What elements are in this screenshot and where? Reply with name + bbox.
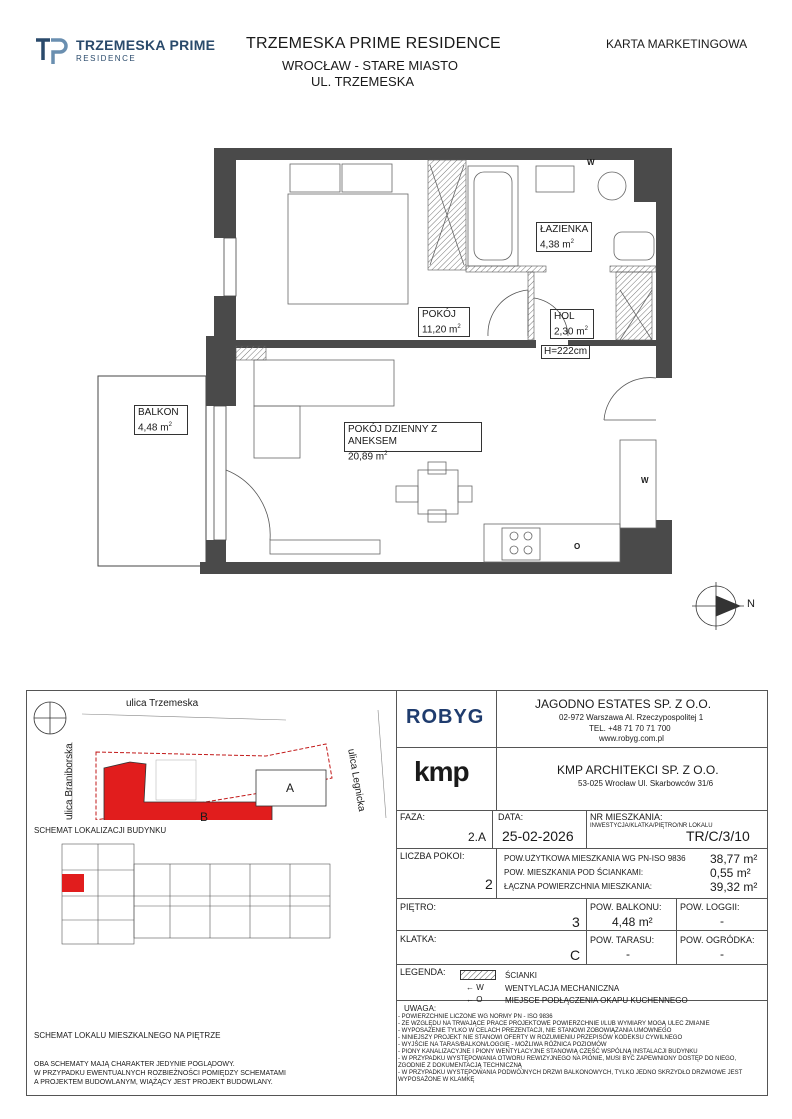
room-name: BALKON (138, 407, 179, 418)
room-area: 20,89 m (348, 451, 385, 463)
building-b-label: B (200, 810, 209, 824)
street-top: ulica Trzemeska (126, 698, 199, 709)
pokoje-value: 2 (485, 876, 493, 892)
kmp-logo: kmp (414, 756, 469, 787)
taras-label: POW. TARASU: (590, 935, 655, 945)
ogrodek-label: POW. OGRÓDKA: (680, 935, 755, 945)
investor-web: www.robyg.com.pl (599, 734, 664, 743)
investor-address: 02-972 Warszawa Al. Rzeczypospolitej 1 (559, 713, 704, 722)
street: UL. TRZEMESKA (311, 74, 415, 89)
room-area: 11,20 m (422, 324, 458, 336)
loggia-value: - (720, 914, 724, 928)
notes-lines: - POWIERZCHNIE LICZONE WG NORMY PN - ISO 9836 - ZE WZGLĘDU NA TRWAJĄCE PRACE PROJEKTOWE POWIERZCHNIE I/LUB WYMIARY MOGĄ ULEC ZMIANIE - WYPOSAŻENIE TYLKO W CELACH PREZENTACJI, NIE STANOWI ZOBOWIĄZANIA UMOWNEGO - NINIEJSZY PROJEKT NIE STANOWI OFERTY W ROZUMIENIU PRZEPISÓW KODEKSU CYWILNEGO - WYJŚCIE NA TARAS/BALKON/LOGGIĘ - MOŻLIWA RÓŻNICA POZIOMÓW - PIONY KANALIZACYJNE I PIONY WENTYLACYJNE STANOWIĄ CZĘŚĆ WSPÓLNĄ INSTALACJI BUDYNKU - W PRZYPADKU WYSTĘPOWANIA OTWORU REWIZYJNEGO NA PIONIE, MUSI BYĆ ZAPEWNIONY DOSTĘP DO NIEGO, ZGODNIE Z DOKUMENTACJĄ TECHNICZNĄ - W PRZYPADKU WYSTĘPOWANIA PODWÓJNYCH DRZWI BALKONOWYCH, TYLKO JEDNO SKRZYDŁO DRZWIOWE JEST WYPOSAŻONE W KLAMKĘ (398, 1014, 743, 1083)
street-left: ulica Braniborska (64, 743, 75, 820)
investor-phone: TEL. +48 71 70 71 700 (589, 724, 671, 733)
site-compass-icon (34, 702, 66, 734)
street-right: ulica Legnicka (345, 748, 368, 813)
pow-skos-label: POW. MIESZKANIA POD ŚCIANKAMI: (504, 868, 644, 877)
disclaimer: OBA SCHEMATY MAJĄ CHARAKTER JEDYNIE POGLĄDOWY. W PRZYPADKU EWENTUALNYCH ROZBIEŻNOŚCI POMIĘDZY SCHEMATAMI A PROJEKTEM BUDOWLANYM, WIĄŻĄCY JEST PROJEKT BUDOWLANY. (34, 1061, 286, 1086)
klatka-value: C (570, 947, 581, 963)
room-living: POKÓJ DZIENNY Z ANEKSEM 20,89 $m^2$ (344, 422, 482, 452)
floor-caption: SCHEMAT LOKALU MIESZKALNEGO NA PIĘTRZE (34, 1031, 221, 1040)
pow-uz-value: 38,77 m² (710, 852, 758, 866)
room-area: 4,38 m (540, 239, 571, 251)
logo-name: TRZEMESKA PRIME (76, 37, 216, 53)
room-balcony: BALKON 4,48 $m^2$ (134, 405, 188, 435)
robyg-logo: ROBYG (406, 706, 485, 728)
city: WROCŁAW - STARE MIASTO (282, 58, 458, 73)
legend-vent-symbol: ← W (466, 983, 484, 992)
legend-label: LEGENDA: (400, 967, 446, 977)
pow-uz-label: POW.UŻYTKOWA MIESZKANIA WG PN-ISO 9836 (504, 854, 686, 863)
doc-type: KARTA MARKETINGOWA (606, 37, 748, 51)
pietro-label: PIĘTRO: (400, 902, 437, 912)
faza-value: 2.A (468, 830, 487, 844)
room-bathroom: ŁAZIENKA 4,38 $m^2$ (536, 222, 592, 252)
building-a-label: A (286, 781, 295, 795)
page-title: TRZEMESKA PRIME RESIDENCE (246, 35, 501, 52)
faza-label: FAZA: (400, 812, 426, 822)
pow-total-label: ŁĄCZNA POWIERZCHNIA MIESZKANIA: (504, 882, 653, 891)
klatka-label: KLATKA: (400, 934, 437, 944)
site-plan (26, 690, 396, 820)
data-label: DATA: (498, 812, 524, 822)
floor-schematic (50, 840, 340, 950)
room-hall: HOL 2,30 $m^2$ (550, 309, 594, 339)
room-name: ŁAZIENKA (540, 224, 589, 235)
height-note: H=222cm (541, 345, 590, 359)
hatch-swatch-icon (460, 970, 496, 980)
legend-vent: WENTYLACJA MECHANICZNA (505, 984, 620, 993)
vent-mark-kitchen: W (641, 476, 649, 485)
pietro-value: 3 (572, 914, 580, 930)
room-bedroom: POKÓJ 11,20 $m^2$ (418, 307, 470, 337)
loggia-label: POW. LOGGII: (680, 902, 740, 912)
hood-mark: O (574, 542, 581, 551)
notes-title: UWAGA: (404, 1004, 437, 1013)
room-area: 4,48 m (138, 422, 169, 434)
pokoje-label: LICZBA POKOI: (400, 851, 465, 861)
room-area: 2,30 m (554, 326, 585, 338)
site-caption: SCHEMAT LOKALIZACJI BUDYNKU (34, 826, 167, 835)
balkon-label: POW. BALKONU: (590, 902, 662, 912)
notes-box (398, 1004, 766, 1084)
nr-sub: INWESTYCJA/KLATKA/PIĘTRO/NR LOKALU (590, 823, 713, 829)
ogrodek-value: - (720, 947, 724, 961)
investor-name: JAGODNO ESTATES SP. Z O.O. (535, 697, 712, 711)
room-name: POKÓJ DZIENNY Z ANEKSEM (348, 424, 438, 447)
pow-skos-value: 0,55 m² (710, 866, 751, 880)
nr-label: NR MIESZKANIA: (590, 812, 663, 822)
compass-north: N (747, 598, 755, 610)
architect-address: 53-025 Wrocław Ul. Skarbowców 31/6 (578, 779, 714, 788)
legend-hood: MIEJSCE PODŁĄCZENIA OKAPU KUCHENNEGO (505, 996, 688, 1005)
room-name: HOL (554, 311, 575, 322)
pow-total-value: 39,32 m² (710, 880, 758, 894)
logo-subtitle: RESIDENCE (76, 54, 137, 63)
legend-hood-symbol: ← O (466, 995, 483, 1004)
data-value: 25-02-2026 (502, 828, 574, 844)
taras-value: - (626, 947, 630, 961)
balkon-value: 4,48 m² (612, 915, 653, 929)
compass-icon (692, 582, 744, 630)
nr-value: TR/C/3/10 (686, 828, 750, 844)
architect-name: KMP ARCHITEKCI SP. Z O.O. (557, 763, 719, 777)
room-name: POKÓJ (422, 309, 456, 320)
vent-mark-bath: W (587, 158, 595, 167)
legend-walls: ŚCIANKI (505, 971, 538, 980)
